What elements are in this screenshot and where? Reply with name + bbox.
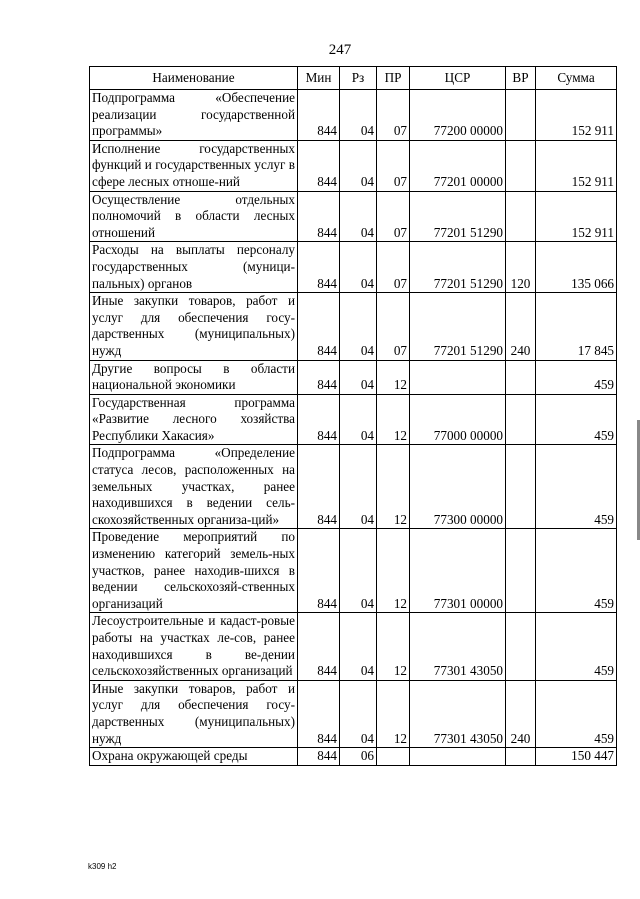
cell-vr: 240 bbox=[506, 293, 536, 360]
cell-pr bbox=[377, 748, 410, 766]
cell-name: Подпрограмма «Обеспечение реализации государственной программы» bbox=[90, 90, 298, 141]
cell-rz: 04 bbox=[340, 680, 377, 747]
table-row bbox=[90, 140, 617, 191]
cell-rz: 04 bbox=[340, 140, 377, 191]
cell-name: Иные закупки товаров, работ и услуг для обеспечения госу-дарственных (муниципальных) нужд bbox=[90, 680, 298, 747]
cell-vr bbox=[506, 613, 536, 680]
table-row bbox=[90, 394, 617, 445]
cell-csr: 77301 00000 bbox=[410, 529, 506, 613]
cell-pr: 12 bbox=[377, 529, 410, 613]
cell-rz: 04 bbox=[340, 529, 377, 613]
cell-rz: 04 bbox=[340, 445, 377, 529]
cell-name: Расходы на выплаты персоналу государственных (муници-пальных) органов bbox=[90, 242, 298, 293]
cell-sum: 150 447 bbox=[536, 748, 617, 766]
page-number: 247 bbox=[328, 42, 352, 58]
cell-csr: 77000 00000 bbox=[410, 394, 506, 445]
cell-min: 844 bbox=[298, 293, 340, 360]
table-row bbox=[90, 748, 617, 766]
cell-csr: 77200 00000 bbox=[410, 90, 506, 141]
cell-pr: 07 bbox=[377, 242, 410, 293]
cell-csr: 77301 43050 bbox=[410, 613, 506, 680]
header-name: Наименование bbox=[90, 67, 298, 90]
cell-name: Проведение мероприятий по изменению категорий земель-ных участков, ранее находив-шихся в ведении сельскохозяй-ственных организаций bbox=[90, 529, 298, 613]
cell-pr: 12 bbox=[377, 445, 410, 529]
cell-csr: 77201 51290 bbox=[410, 293, 506, 360]
cell-vr bbox=[506, 90, 536, 141]
cell-rz: 06 bbox=[340, 748, 377, 766]
header-csr: ЦСР bbox=[410, 67, 506, 90]
cell-vr: 120 bbox=[506, 242, 536, 293]
cell-pr: 12 bbox=[377, 680, 410, 747]
cell-min: 844 bbox=[298, 191, 340, 242]
header-min: Мин bbox=[298, 67, 340, 90]
cell-rz: 04 bbox=[340, 394, 377, 445]
cell-sum: 459 bbox=[536, 445, 617, 529]
cell-sum: 135 066 bbox=[536, 242, 617, 293]
cell-min: 844 bbox=[298, 360, 340, 394]
cell-csr: 77201 51290 bbox=[410, 242, 506, 293]
cell-name: Государственная программа «Развитие лесного хозяйства Республики Хакасия» bbox=[90, 394, 298, 445]
cell-name: Охрана окружающей среды bbox=[90, 748, 298, 766]
table-row bbox=[90, 613, 617, 680]
cell-vr: 240 bbox=[506, 680, 536, 747]
cell-pr: 07 bbox=[377, 191, 410, 242]
table-row bbox=[90, 191, 617, 242]
cell-sum: 459 bbox=[536, 360, 617, 394]
cell-rz: 04 bbox=[340, 191, 377, 242]
table-row bbox=[90, 360, 617, 394]
cell-min: 844 bbox=[298, 680, 340, 747]
cell-min: 844 bbox=[298, 394, 340, 445]
cell-sum: 459 bbox=[536, 680, 617, 747]
cell-min: 844 bbox=[298, 140, 340, 191]
cell-sum: 17 845 bbox=[536, 293, 617, 360]
cell-vr bbox=[506, 394, 536, 445]
budget-table bbox=[89, 66, 617, 766]
cell-vr bbox=[506, 191, 536, 242]
cell-sum: 152 911 bbox=[536, 90, 617, 141]
table-header-row bbox=[90, 67, 617, 90]
footer-code: k309 h2 bbox=[88, 862, 117, 871]
header-rz: Рз bbox=[340, 67, 377, 90]
table-row bbox=[90, 293, 617, 360]
cell-vr bbox=[506, 445, 536, 529]
cell-rz: 04 bbox=[340, 613, 377, 680]
cell-csr bbox=[410, 748, 506, 766]
cell-pr: 07 bbox=[377, 293, 410, 360]
cell-sum: 152 911 bbox=[536, 140, 617, 191]
cell-csr: 77300 00000 bbox=[410, 445, 506, 529]
cell-sum: 459 bbox=[536, 613, 617, 680]
cell-min: 844 bbox=[298, 748, 340, 766]
cell-vr bbox=[506, 748, 536, 766]
cell-sum: 459 bbox=[536, 529, 617, 613]
cell-min: 844 bbox=[298, 90, 340, 141]
cell-rz: 04 bbox=[340, 242, 377, 293]
cell-min: 844 bbox=[298, 242, 340, 293]
header-sum: Сумма bbox=[536, 67, 617, 90]
cell-vr bbox=[506, 360, 536, 394]
cell-name: Иные закупки товаров, работ и услуг для обеспечения госу-дарственных (муниципальных) нужд bbox=[90, 293, 298, 360]
cell-name: Осуществление отдельных полномочий в области лесных отношений bbox=[90, 191, 298, 242]
cell-rz: 04 bbox=[340, 360, 377, 394]
header-vr: ВР bbox=[506, 67, 536, 90]
cell-name: Лесоустроительные и кадаст-ровые работы на участках ле-сов, ранее находившихся в ве-дении сельскохозяйственных организаций bbox=[90, 613, 298, 680]
cell-rz: 04 bbox=[340, 293, 377, 360]
cell-pr: 12 bbox=[377, 613, 410, 680]
table-row bbox=[90, 445, 617, 529]
cell-csr bbox=[410, 360, 506, 394]
cell-pr: 07 bbox=[377, 140, 410, 191]
cell-min: 844 bbox=[298, 613, 340, 680]
cell-pr: 12 bbox=[377, 360, 410, 394]
cell-min: 844 bbox=[298, 445, 340, 529]
cell-vr bbox=[506, 529, 536, 613]
table-row bbox=[90, 242, 617, 293]
cell-name: Подпрограмма «Определение статуса лесов, расположенных на земельных участках, ранее находившихся в ведении сель-скохозяйственных организа-ций» bbox=[90, 445, 298, 529]
header-pr: ПР bbox=[377, 67, 410, 90]
cell-sum: 459 bbox=[536, 394, 617, 445]
cell-vr bbox=[506, 140, 536, 191]
cell-min: 844 bbox=[298, 529, 340, 613]
table-row bbox=[90, 90, 617, 141]
cell-name: Другие вопросы в области национальной экономики bbox=[90, 360, 298, 394]
cell-sum: 152 911 bbox=[536, 191, 617, 242]
cell-csr: 77201 51290 bbox=[410, 191, 506, 242]
cell-pr: 07 bbox=[377, 90, 410, 141]
cell-csr: 77201 00000 bbox=[410, 140, 506, 191]
cell-csr: 77301 43050 bbox=[410, 680, 506, 747]
table-body bbox=[90, 90, 617, 766]
cell-rz: 04 bbox=[340, 90, 377, 141]
cell-name: Исполнение государственных функций и государственных услуг в сфере лесных отноше-ний bbox=[90, 140, 298, 191]
table-row bbox=[90, 529, 617, 613]
cell-pr: 12 bbox=[377, 394, 410, 445]
table-row bbox=[90, 680, 617, 747]
